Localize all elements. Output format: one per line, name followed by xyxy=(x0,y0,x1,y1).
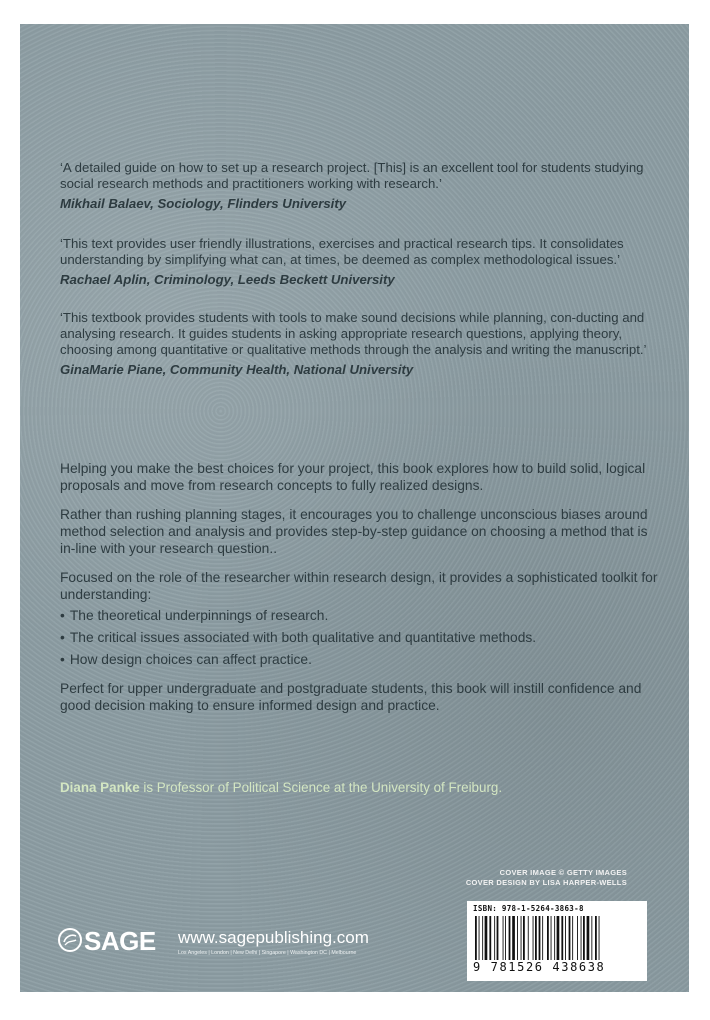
author-bio xyxy=(60,780,660,795)
author-bio-text: is Professor of Political Science at the University of Freiburg. xyxy=(139,780,503,795)
bullet-icon: • xyxy=(60,608,65,623)
book-back-cover xyxy=(20,24,689,992)
review-quote-3 xyxy=(60,310,660,378)
quote-text: ‘A detailed guide on how to set up a research project. [This] is an excellent tool for students studying social research methods and practitioners working with research.’ xyxy=(60,160,644,191)
barcode-bar xyxy=(494,916,495,960)
barcode-bar xyxy=(479,916,480,960)
barcode-bar xyxy=(554,916,555,960)
quote-attribution: Mikhail Balaev, Sociology, Flinders University xyxy=(60,196,347,211)
barcode-bar xyxy=(497,916,499,960)
barcode-bar xyxy=(475,916,477,960)
barcode-bar xyxy=(572,916,573,960)
barcode-bar xyxy=(482,916,483,960)
description-paragraph: Perfect for upper undergraduate and postgraduate students, this book will instill confidence and good decision making to ensure informed design and practice. xyxy=(60,681,642,713)
barcode-bar xyxy=(485,916,488,960)
barcode-bar xyxy=(542,916,543,960)
quote-attribution: Rachael Aplin, Criminology, Leeds Beckett University xyxy=(60,272,395,287)
barcode-bar xyxy=(587,916,590,960)
quote-text: ‘This textbook provides students with tools to make sound decisions while planning, con-ducting and analysing research. It guides students in asking appropriate research questions, applying theory, choosing among quantitative or qualitative methods through the analysis and writing the manuscript.’ xyxy=(60,310,647,357)
cover-image-credit: COVER IMAGE © GETTY IMAGES xyxy=(499,868,627,877)
book-description xyxy=(60,460,660,726)
barcode-bar xyxy=(505,916,506,960)
quote-attribution: GinaMarie Piane, Community Health, National University xyxy=(60,362,414,377)
quote-text: ‘This text provides user friendly illustrations, exercises and practical research tips. It consolidates understanding by simplifying what can, at times, be deemed as complex methodological issues.’ xyxy=(60,236,624,267)
barcode-bars xyxy=(473,916,641,960)
barcode-bar xyxy=(503,916,504,960)
barcode-bar xyxy=(595,916,597,960)
bullet-icon: • xyxy=(60,652,65,667)
review-quote-1 xyxy=(60,160,660,212)
barcode-bar xyxy=(489,916,491,960)
bullet-icon: • xyxy=(60,630,65,645)
barcode-bar xyxy=(539,916,541,960)
review-quote-2 xyxy=(60,236,660,288)
barcode-bar xyxy=(565,916,566,960)
barcode-bar xyxy=(512,916,515,960)
isbn-barcode xyxy=(467,901,647,981)
barcode-bar xyxy=(533,916,534,960)
cover-credits xyxy=(425,868,627,888)
barcode-bar xyxy=(528,916,529,960)
topic-list-item: • The critical issues associated with both qualitative and quantitative methods. xyxy=(60,630,537,645)
publisher-name: SAGE xyxy=(84,926,156,956)
barcode-bar xyxy=(517,916,518,960)
cover-design-credit: COVER DESIGN BY LISA HARPER-WELLS xyxy=(465,878,627,887)
topic-list-item: • The theoretical underpinnings of research. xyxy=(60,608,329,623)
barcode-bar xyxy=(551,916,552,960)
barcode-bar xyxy=(599,916,600,960)
barcode-bar xyxy=(561,916,563,960)
description-paragraph: Rather than rushing planning stages, it encourages you to challenge unconscious biases around method selection and analysis and provides step-by-step guidance on choosing a method that is in-line with your research question.. xyxy=(60,507,648,556)
ean-number: 9 781526 438638 xyxy=(473,960,606,974)
barcode-bar xyxy=(577,916,578,960)
barcode-bar xyxy=(583,916,585,960)
barcode-bar xyxy=(521,916,522,960)
topic-list-item: • How design choices can affect practice. xyxy=(60,652,312,667)
publisher-cities: Los Angeles | London | New Delhi | Singapore | Washington DC | Melbourne xyxy=(178,950,357,956)
sage-logo-icon xyxy=(58,928,82,952)
barcode-bar xyxy=(581,916,582,960)
barcode-bar xyxy=(509,916,511,960)
publisher-logo xyxy=(58,924,418,966)
barcode-bar xyxy=(547,916,549,960)
description-paragraph: Focused on the role of the researcher within research design, it provides a sophisticated toolkit for understanding: xyxy=(60,570,658,602)
barcode-bar xyxy=(591,916,592,960)
author-name: Diana Panke xyxy=(60,780,140,795)
barcode-bar xyxy=(535,916,537,960)
isbn-number: ISBN: 978-1-5264-3863-8 xyxy=(473,904,584,913)
topic-list xyxy=(60,607,660,668)
publisher-url: www.sagepublishing.com xyxy=(178,928,369,947)
barcode-bar xyxy=(523,916,525,960)
barcode-bar xyxy=(569,916,571,960)
barcode-bar xyxy=(557,916,560,960)
description-paragraph: Helping you make the best choices for your project, this book explores how to build solid, logical proposals and move from research concepts to fully realized designs. xyxy=(60,461,646,493)
